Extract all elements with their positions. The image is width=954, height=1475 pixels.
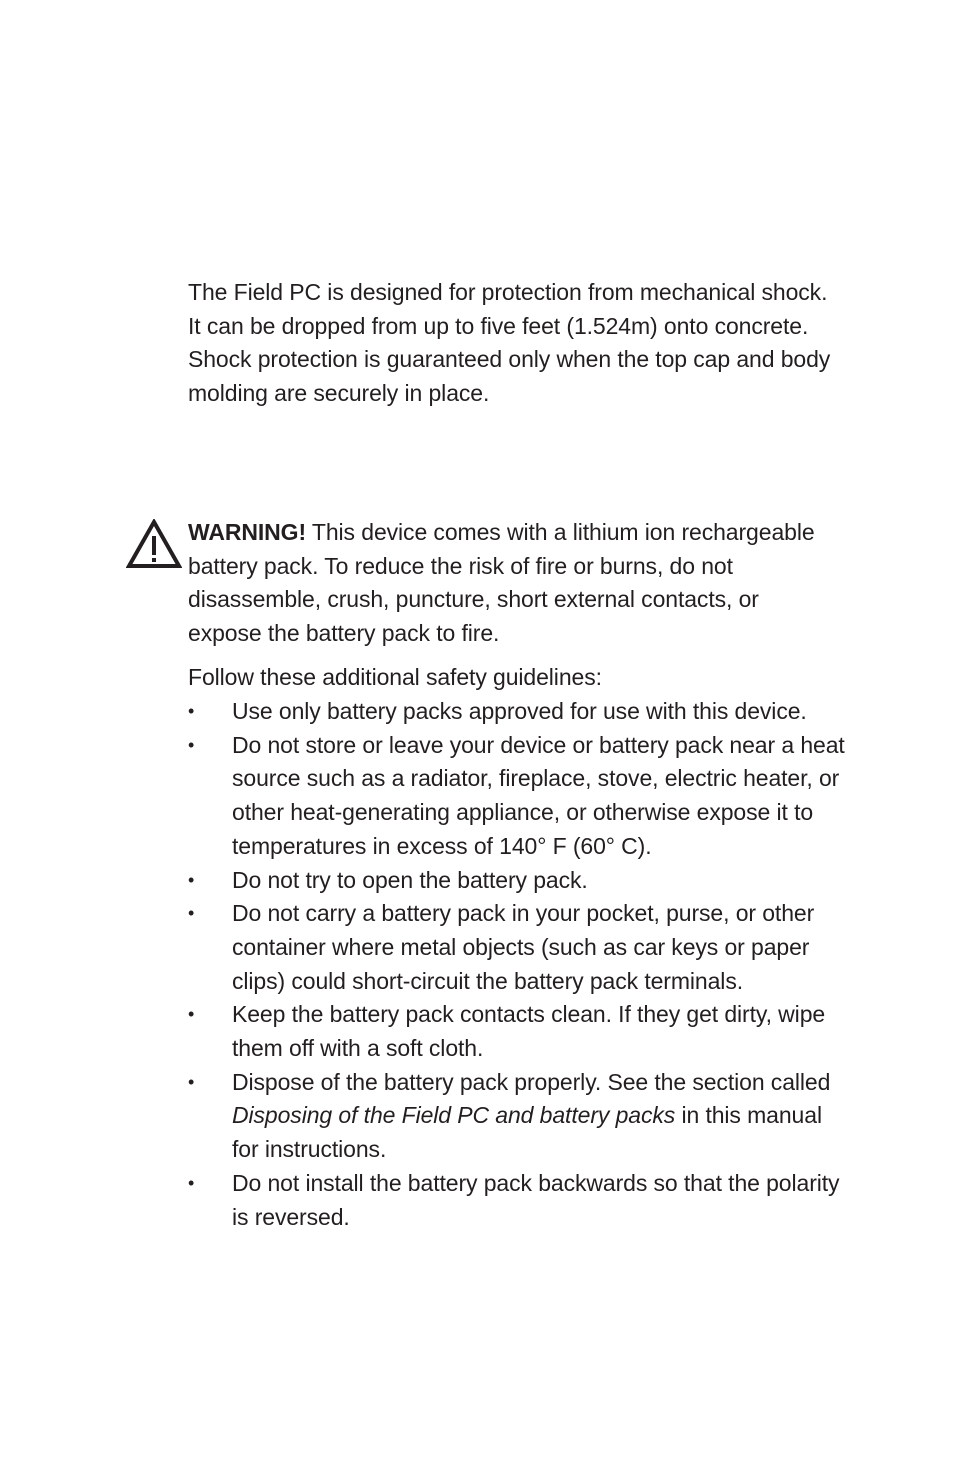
warning-triangle-icon [126, 519, 182, 569]
list-item-text: Do not carry a battery pack in your pocket, purse, or other container where metal objects (such as car keys or paper clips) could short-circuit the battery pack terminals. [232, 900, 815, 994]
list-item-text: Do not try to open the battery pack. [232, 866, 588, 893]
list-item-text: Use only battery packs approved for use with this device. [232, 698, 807, 724]
warning-text: This device comes with a lithium ion rechargeable battery pack. To reduce the risk of fire or burns, do not disassemble, crush, puncture, short external contacts, or expose the battery pack to fire. [188, 519, 815, 647]
list-item [188, 864, 848, 898]
list-item-text: Do not store or leave your device or battery pack near a heat source such as a radiator, fireplace, stove, electric heater, or other heat-generating appliance, or otherwise expose it to temperatures in excess of 140° F (60° C). [232, 731, 845, 859]
list-item [188, 1167, 848, 1234]
list-item-text-after: in this manual for instructions. [232, 1102, 822, 1163]
shock-protection-paragraph: The Field PC is designed for protection from mechanical shock. It can be dropped from up to five feet (1.524m) onto concrete. Shock protection is guaranteed only when the top cap and body molding are securely in place. [188, 279, 831, 407]
list-item-text: Do not install the battery pack backwards so that the polarity is reversed. [232, 1169, 840, 1230]
bullet-icon: • [188, 1172, 195, 1193]
warning-label: WARNING! [188, 519, 307, 545]
bullet-icon: • [188, 701, 195, 721]
list-item-text-before: Dispose of the battery pack properly. See the section called [232, 1068, 831, 1095]
list-item [188, 729, 848, 864]
guidelines-list [188, 695, 848, 1234]
list-item [188, 1066, 848, 1167]
warning-paragraph [188, 516, 838, 651]
list-item-text: Keep the battery pack contacts clean. If they get dirty, wipe them off with a soft cloth. [232, 1001, 826, 1062]
list-item [188, 695, 848, 729]
section-reference: Disposing of the Field PC and battery packs [232, 1102, 676, 1129]
bullet-icon: • [188, 1071, 195, 1092]
bullet-icon: • [188, 903, 195, 924]
list-item [188, 998, 848, 1065]
bullet-icon: • [188, 869, 195, 890]
bullet-icon: • [188, 734, 195, 755]
guidelines-intro: Follow these additional safety guidelines: [188, 664, 602, 690]
bullet-icon: • [188, 1004, 195, 1025]
list-item [188, 897, 848, 998]
